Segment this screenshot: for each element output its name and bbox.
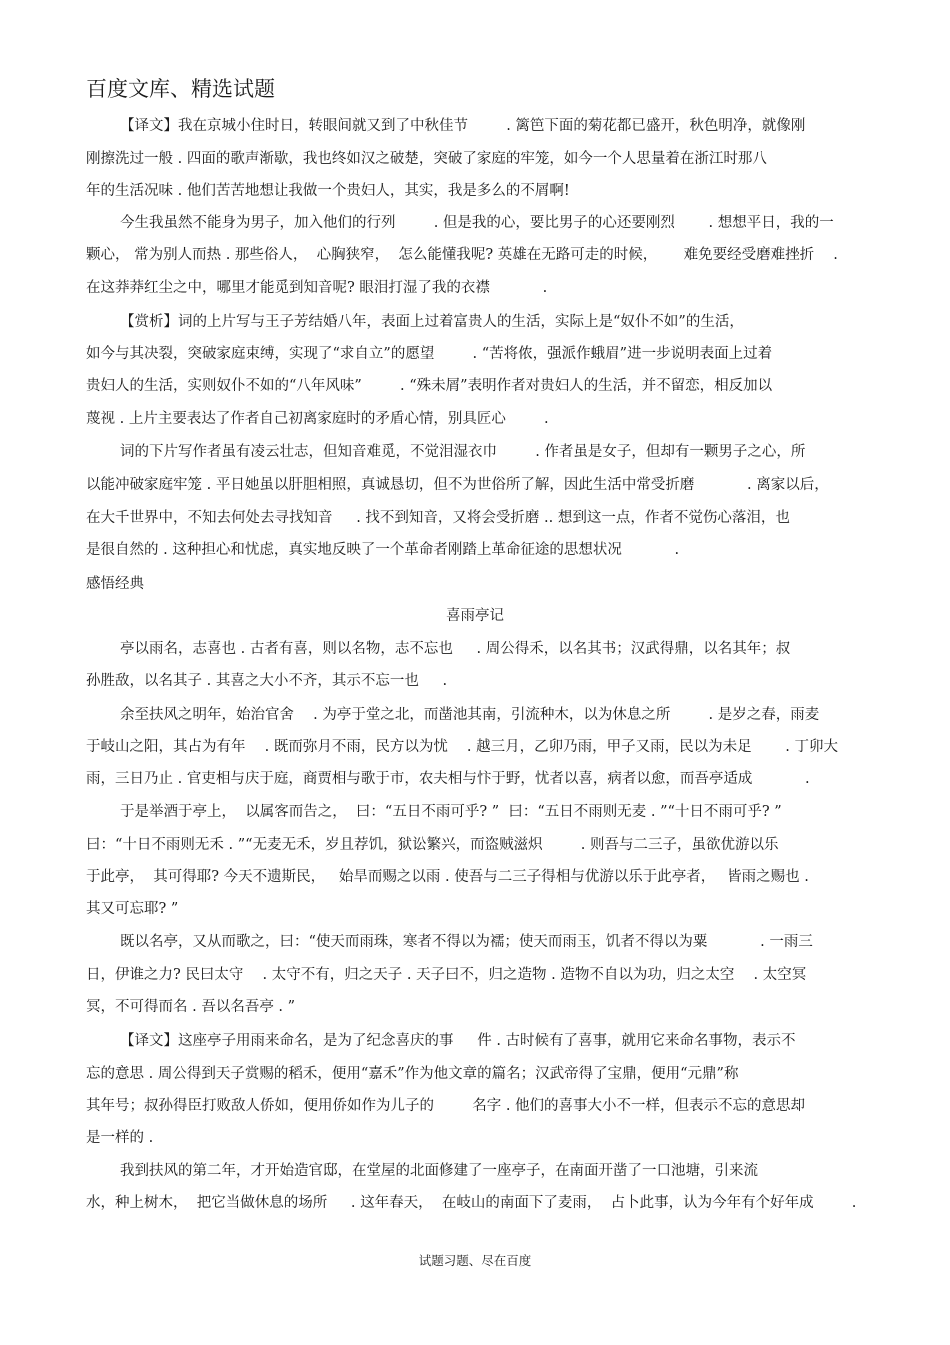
- page-footer: 试题习题、尽在百度: [418, 1253, 532, 1268]
- text-line: 刚擦洗过一般 . 四面的歌声渐歇，我也终如汉之破楚，突破了家庭的牢笼，如今一个人思量着在浙江时那八: [86, 151, 767, 167]
- text-line: 雨，三日乃止 . 官吏相与庆于庭，商贾相与歌于市，农夫相与忭于野，忧者以喜，病者以愈，而吾亭适成 .: [86, 771, 810, 787]
- text-line: 【译文】我在京城小住时日，转眼间就又到了中秋佳节 . 篱笆下面的菊花都已盛开，秋色明净，就像刚: [120, 118, 806, 134]
- text-line: 蔑视 . 上片主要表达了作者自己初离家庭时的矛盾心情，别具匠心 .: [86, 411, 549, 427]
- text-line: 是很自然的 . 这种担心和忧虑，真实地反映了一个革命者刚踏上革命征途的思想状况 .: [86, 542, 680, 558]
- text-line: 孙胜敌，以名其子 . 其喜之大小不齐，其示不忘一也 .: [86, 673, 448, 689]
- text-line: 在这莽莽红尘之中，哪里才能觅到知音呢? 眼泪打湿了我的衣襟 .: [86, 280, 548, 296]
- text-line: 忘的意思 . 周公得到天子赏赐的稻禾，便用“嘉禾”作为他文章的篇名；汉武帝得了宝鼎，便用“元鼎”称: [86, 1066, 739, 1082]
- text-line: 余至扶风之明年，始治官舍 . 为亭于堂之北，而凿池其南，引流种木，以为休息之所 . 是岁之春，雨麦: [120, 707, 820, 723]
- text-line: 其又可忘耶? ”: [86, 901, 179, 917]
- text-line: 【赏析】词的上片写与王子芳结婚八年，表面上过着富贵人的生活，实际上是“奴仆不如”的生活，: [120, 314, 744, 330]
- page-title: 百度文库、精选试题: [86, 77, 275, 101]
- text-line: 如今与其决裂，突破家庭束缚，实现了“求自立”的愿望 . “苦将侬，强派作蛾眉”进一步说明表面上过着: [86, 346, 773, 362]
- section-heading: 感悟经典: [86, 576, 144, 592]
- text-line: 于岐山之阳，其占为有年 . 既而弥月不雨，民方以为忧 . 越三月，乙卯乃雨，甲子又雨，民以为未足 . 丁卯大: [86, 739, 838, 755]
- text-line: 于是举酒于亭上， 以属客而告之， 曰：“五日不雨可乎? ” 曰：“五日不雨则无麦 . ”“十日不雨可乎? ”: [120, 804, 782, 820]
- essay-title: 喜雨亭记: [446, 608, 504, 624]
- text-line: 亭以雨名，志喜也 . 古者有喜，则以名物，志不忘也 . 周公得禾，以名其书；汉武得鼎，以名其年；叔: [120, 641, 791, 657]
- text-line: 冥，不可得而名 . 吾以名吾亭 . ”: [86, 999, 296, 1015]
- text-line: 日，伊谁之力? 民曰太守 . 太守不有，归之天子 . 天子曰不，归之造物 . 造物不自以为功，归之太空 . 太空冥: [86, 967, 807, 983]
- text-line: 以能冲破家庭牢笼 . 平日她虽以肝胆相照，真诚恳切，但不为世俗所了解，因此生活中常受折磨 . 离家以后，: [86, 477, 829, 493]
- text-line: 是一样的 .: [86, 1130, 154, 1146]
- text-line: 其年号；叔孙得臣打败敌人侨如，便用侨如作为儿子的 名字 . 他们的喜事大小不一样，但表示不忘的意思却: [86, 1098, 806, 1114]
- text-line: 曰：“十日不雨则无禾 . ”“无麦无禾，岁且荐饥，狱讼繁兴，而盗贼滋炽 . 则吾与二三子，虽欲优游以乐: [86, 837, 779, 853]
- text-line: 既以名亭，又从而歌之，曰：“使天而雨珠，寒者不得以为襦；使天而雨玉，饥者不得以为粟 . 一雨三: [120, 934, 813, 950]
- text-line: 贵妇人的生活，实则奴仆不如的“八年风味” . “殊未屑”表明作者对贵妇人的生活，并不留恋，相反加以: [86, 378, 773, 394]
- text-line: 年的生活况味 . 他们苦苦地想让我做一个贵妇人，其实，我是多么的不屑啊!: [86, 183, 570, 199]
- text-line: 在大千世界中，不知去何处去寻找知音 . 找不到知音，又将会受折磨 .. 想到这一点，作者不觉伤心落泪，也: [86, 510, 790, 526]
- text-line: 于此亭， 其可得耶? 今天不遗斯民， 始旱而赐之以雨 . 使吾与二三子得相与优游以乐于此亭者， 皆雨之赐也 .: [86, 869, 809, 885]
- text-line: 水，种上树木， 把它当做休息的场所 . 这年春天， 在岐山的南面下了麦雨， 占卜此事，认为今年有个好年成 .: [86, 1195, 857, 1211]
- text-line: 颗心， 常为别人而热 . 那些俗人， 心胸狭窄， 怎么能懂我呢? 英雄在无路可走的时候， 难免要经受磨难挫折 .: [86, 247, 838, 263]
- text-line: 词的下片写作者虽有凌云壮志，但知音难觅，不觉泪湿衣巾 . 作者虽是女子，但却有一颗男子之心，所: [120, 444, 806, 460]
- text-line: 【译文】这座亭子用雨来命名，是为了纪念喜庆的事 件 . 古时候有了喜事，就用它来命名事物，表示不: [120, 1033, 796, 1049]
- text-line: 我到扶风的第二年，才开始造官邸，在堂屋的北面修建了一座亭子，在南面开凿了一口池塘，引来流: [120, 1163, 758, 1179]
- text-line: 今生我虽然不能身为男子，加入他们的行列 . 但是我的心，要比男子的心还要刚烈 . 想想平日，我的一: [120, 215, 834, 231]
